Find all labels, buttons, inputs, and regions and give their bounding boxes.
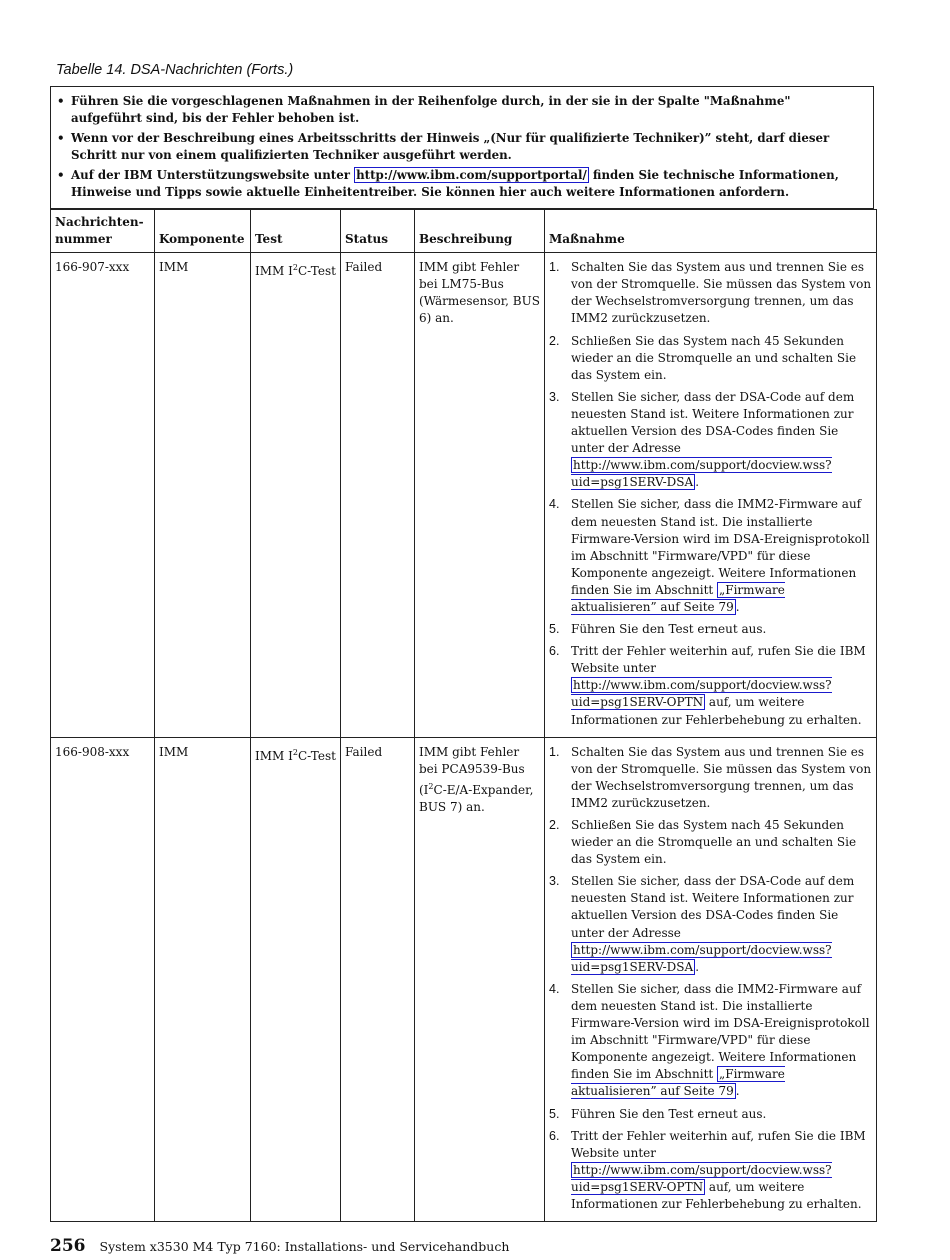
- step-number: 6.: [549, 644, 560, 659]
- step-number: 1.: [549, 260, 560, 275]
- step-number: 4.: [549, 981, 560, 996]
- step-number: 4.: [549, 497, 560, 512]
- notes-box: [50, 86, 874, 209]
- step-text: Schalten Sie das System aus und trennen Sie es von der Stromquelle. Sie müssen das System von der Wechselstromversorgung trennen, um das IMM2 zurückzusetzen.: [571, 744, 872, 810]
- step-number: 1.: [549, 744, 560, 759]
- note-text-part: Auf der IBM Unterstützungswebsite unter: [71, 168, 355, 182]
- action-steps: [549, 744, 872, 1213]
- step-number: 5.: [549, 1106, 560, 1121]
- action-step: [549, 333, 872, 384]
- cell-beschreibung: IMM gibt Fehler bei LM75-Bus (Wärmesensor, BUS 6) an.: [415, 253, 545, 737]
- step-text: Schließen Sie das System nach 45 Sekunden wieder an die Stromquelle an und schalten Sie das System ein.: [571, 818, 857, 867]
- action-step: [549, 744, 872, 812]
- firmware-update-link[interactable]: „Firmware aktualisieren” auf Seite 79: [571, 582, 785, 614]
- step-text: Führen Sie den Test erneut aus.: [571, 622, 767, 637]
- table-row: [51, 253, 877, 737]
- step-text: [571, 981, 872, 1101]
- step-text-part: auf, um weitere Informationen zur Fehlerbehebung zu erhalten.: [571, 1179, 862, 1211]
- step-number: 6.: [549, 1128, 560, 1143]
- header-status: Status: [341, 210, 415, 253]
- step-text-part: .: [735, 599, 740, 614]
- step-number: 2.: [549, 333, 560, 348]
- step-text-part: .: [735, 1084, 740, 1099]
- action-step: [549, 259, 872, 327]
- action-step: [549, 621, 872, 638]
- step-text-part: Tritt der Fehler weiterhin auf, rufen Sie die IBM Website unter: [571, 644, 866, 676]
- step-text: Schließen Sie das System nach 45 Sekunden wieder an die Stromquelle an und schalten Sie das System ein.: [571, 333, 857, 382]
- cell-nummer: 166-907-xxx: [51, 253, 155, 737]
- note-text: Führen Sie die vorgeschlagenen Maßnahmen in der Reihenfolge durch, in der sie in der Spalte "Maßnahme" aufgeführt sind, bis der Fehler behoben ist.: [71, 94, 791, 125]
- note-text: Wenn vor der Beschreibung eines Arbeitsschritts der Hinweis „(Nur für qualifizierte Techniker)” steht, darf dieser Schritt nur von einem qualifizierten Techniker ausgeführt werden.: [71, 131, 830, 162]
- step-text-part: .: [695, 475, 700, 490]
- ibm-support-optn-link[interactable]: http://www.ibm.com/support/docview.wss?uid=psg1SERV-OPTN: [571, 1162, 832, 1194]
- action-step: [549, 1128, 872, 1213]
- step-text-part: Tritt der Fehler weiterhin auf, rufen Sie die IBM Website unter: [571, 1128, 866, 1160]
- step-text: [571, 389, 872, 492]
- ibm-support-optn-link[interactable]: http://www.ibm.com/support/docview.wss?uid=psg1SERV-OPTN: [571, 678, 832, 710]
- step-text: [571, 873, 872, 976]
- action-step: [549, 643, 872, 728]
- firmware-update-link[interactable]: „Firmware aktualisieren” auf Seite 79: [571, 1067, 785, 1099]
- action-step: [549, 981, 872, 1101]
- header-test: Test: [251, 210, 341, 253]
- bullet-icon: •: [57, 94, 65, 108]
- action-step: [549, 496, 872, 616]
- test-text: IMM I: [255, 264, 293, 279]
- header-massnahme: Maßnahme: [545, 210, 877, 253]
- dsa-code-link[interactable]: http://www.ibm.com/support/docview.wss?uid=psg1SERV-DSA: [571, 458, 832, 490]
- step-text: [571, 643, 872, 728]
- cell-komponente: IMM: [155, 253, 251, 737]
- cell-beschreibung: [415, 737, 545, 1221]
- action-step: [549, 1106, 872, 1123]
- header-nummer: Nachrichten-nummer: [51, 210, 155, 253]
- step-text: Schalten Sie das System aus und trennen Sie es von der Stromquelle. Sie müssen das System von der Wechselstromversorgung trennen, um das IMM2 zurückzusetzen.: [571, 260, 872, 326]
- test-superscript: 2: [292, 747, 298, 757]
- table-header-row: [51, 210, 877, 253]
- description-text: IMM gibt Fehler bei PCA9539-Bus (I: [419, 744, 525, 797]
- step-number: 2.: [549, 818, 560, 832]
- note-text-part: finden Sie technische Informationen, Hinweise und Tipps sowie aktuelle Einheitentreiber. Sie können hier auch weitere Informationen anfordern.: [71, 168, 839, 199]
- page-number: 256: [50, 1236, 86, 1256]
- cell-test: [251, 737, 341, 1221]
- step-text: [571, 496, 872, 616]
- step-number: 3.: [549, 874, 560, 889]
- table-caption: Tabelle 14. DSA-Nachrichten (Forts.): [56, 62, 294, 78]
- note-item: [57, 93, 863, 126]
- action-step: [549, 873, 872, 976]
- step-number: 5.: [549, 622, 560, 637]
- note-item: [57, 130, 863, 163]
- action-step: [549, 817, 872, 868]
- test-text: C-Test: [297, 264, 336, 279]
- step-text-part: Stellen Sie sicher, dass die IMM2-Firmware auf dem neuesten Stand ist. Die installierte Firmware-Version wird im DSA-Ereignisprotokoll im Abschnitt "Firmware/VPD" für diese Komponente angezeigt. Weitere Informationen finden Sie im Abschnitt: [571, 981, 870, 1082]
- step-number: 3.: [549, 389, 560, 404]
- header-beschreibung: Beschreibung: [415, 210, 545, 253]
- step-text-part: Stellen Sie sicher, dass die IMM2-Firmware auf dem neuesten Stand ist. Die installierte Firmware-Version wird im DSA-Ereignisprotokoll im Abschnitt "Firmware/VPD" für diese Komponente angezeigt. Weitere Informationen finden Sie im Abschnitt: [571, 497, 870, 597]
- step-text: [571, 1128, 872, 1213]
- step-text-part: Stellen Sie sicher, dass der DSA-Code auf dem neuesten Stand ist. Weitere Informationen zur aktuellen Version des DSA-Codes finden Sie unter der Adresse: [571, 389, 855, 456]
- step-text: Führen Sie den Test erneut aus.: [571, 1106, 767, 1121]
- test-superscript: 2: [292, 263, 298, 273]
- dsa-messages-table: [50, 209, 877, 1222]
- footer-title: System x3530 M4 Typ 7160: Installations- und Servicehandbuch: [99, 1239, 510, 1254]
- dsa-code-link[interactable]: http://www.ibm.com/support/docview.wss?uid=psg1SERV-DSA: [571, 942, 832, 974]
- cell-massnahme: [545, 737, 877, 1221]
- action-steps: [549, 259, 872, 728]
- cell-test: [251, 253, 341, 737]
- bullet-icon: •: [57, 168, 65, 182]
- note-text: [71, 167, 863, 200]
- step-text-part: Stellen Sie sicher, dass der DSA-Code auf dem neuesten Stand ist. Weitere Informationen zur aktuellen Version des DSA-Codes finden Sie unter der Adresse: [571, 874, 855, 940]
- cell-nummer: 166-908-xxx: [51, 737, 155, 1221]
- step-text-part: .: [695, 959, 700, 974]
- cell-massnahme: [545, 253, 877, 737]
- action-step: [549, 389, 872, 492]
- cell-status: Failed: [341, 737, 415, 1221]
- header-komponente: Komponente: [155, 210, 251, 253]
- description-superscript: 2: [428, 781, 434, 791]
- table-row: [51, 737, 877, 1221]
- test-text: IMM I: [255, 748, 293, 763]
- test-text: C-Test: [297, 748, 336, 763]
- description-text: C-E/A-Expander, BUS 7) an.: [419, 782, 534, 814]
- bullet-icon: •: [57, 131, 65, 145]
- step-text-part: auf, um weitere Informationen zur Fehlerbehebung zu erhalten.: [571, 695, 862, 727]
- page-footer: [50, 1236, 509, 1256]
- note-item: [57, 167, 863, 200]
- cell-status: Failed: [341, 253, 415, 737]
- support-portal-link[interactable]: http://www.ibm.com/supportportal/: [356, 168, 587, 182]
- cell-komponente: IMM: [155, 737, 251, 1221]
